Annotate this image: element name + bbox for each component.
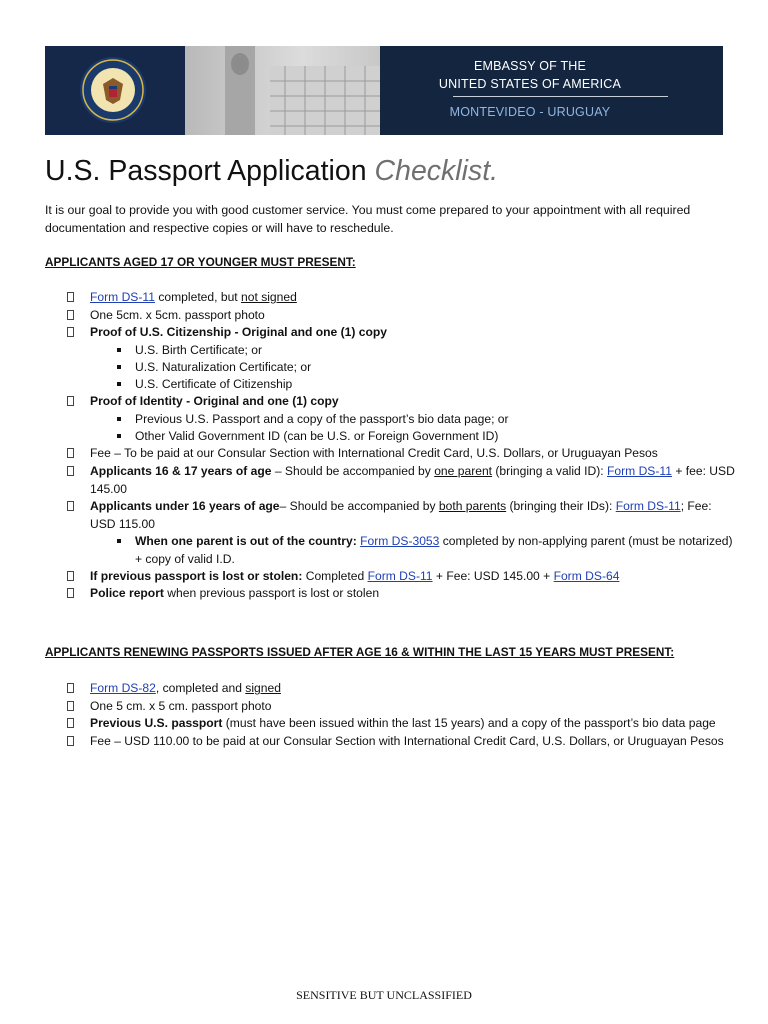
embassy-line-2: UNITED STATES OF AMERICA <box>438 77 622 91</box>
item-underlined: signed <box>245 681 281 695</box>
checkbox-icon <box>67 466 74 476</box>
sub-item <box>45 359 735 376</box>
item-text: + Fee: USD 145.00 + <box>432 568 554 583</box>
section-1-heading: APPLICANTS AGED 17 OR YOUNGER MUST PRESENT: <box>45 255 356 269</box>
form-ds11-link[interactable]: Form DS-11 <box>90 290 155 304</box>
checkbox-icon <box>67 327 74 337</box>
form-ds11-link[interactable]: Form DS-11 <box>615 499 681 514</box>
bullet-square-icon <box>117 417 121 421</box>
embassy-name-block <box>380 46 723 135</box>
form-ds11-link[interactable]: Form DS-11 <box>367 568 433 583</box>
checkbox-icon <box>67 683 74 693</box>
item-text: (bringing their IDs): <box>506 499 616 514</box>
bullet-square-icon <box>117 434 121 438</box>
embassy-line-1: EMBASSY OF THE <box>473 59 587 73</box>
item-underlined: not signed <box>241 290 297 304</box>
item-bold: Previous U.S. passport <box>90 716 223 731</box>
item-text: – Should be accompanied by <box>279 499 439 514</box>
bullet-square-icon <box>117 382 121 386</box>
checkbox-icon <box>67 571 74 581</box>
list-item <box>45 307 735 325</box>
classification-footer: SENSITIVE BUT UNCLASSIFIED <box>296 988 472 1002</box>
form-ds11-link[interactable]: Form DS-11 <box>607 463 672 478</box>
item-text: Proof of U.S. Citizenship - Original and one (1) copy <box>90 325 387 340</box>
sub-item-text: U.S. Birth Certificate; or <box>135 342 263 357</box>
seal-area <box>45 46 185 135</box>
list-item <box>45 498 735 533</box>
sub-item-text: Previous U.S. Passport and a copy of the passport’s bio data page; or <box>135 411 509 426</box>
banner-divider <box>453 96 668 97</box>
list-item <box>45 463 735 498</box>
item-bold: Police report <box>90 586 164 601</box>
section-1-list <box>45 289 735 603</box>
sub-item <box>45 342 735 359</box>
item-bold: If previous passport is lost or stolen: <box>90 568 303 583</box>
item-text: One 5cm. x 5cm. passport photo <box>90 307 265 322</box>
list-item <box>45 568 735 586</box>
item-bold: Applicants under 16 years of age <box>90 499 280 514</box>
item-text: , completed and <box>155 681 246 695</box>
checkbox-icon <box>67 396 74 406</box>
embassy-banner <box>45 46 723 135</box>
list-item <box>45 289 735 307</box>
sub-item <box>45 376 735 393</box>
item-text: Completed <box>302 568 368 583</box>
item-text: Fee – USD 110.00 to be paid at our Consular Section with International Credit Card, U.S. Dollars, or Uruguayan Pesos <box>90 733 724 748</box>
item-text: (must have been issued within the last 15 years) and a copy of the passport’s bio data page <box>222 716 716 731</box>
list-item <box>45 698 735 716</box>
item-underlined: both parents <box>438 499 507 514</box>
bullet-square-icon <box>117 365 121 369</box>
list-item <box>45 680 735 698</box>
item-text: One 5 cm. x 5 cm. passport photo <box>90 698 272 713</box>
title-accent: Checklist. <box>374 155 499 187</box>
form-ds64-link[interactable]: Form DS-64 <box>553 568 620 583</box>
bullet-square-icon <box>117 348 121 352</box>
list-item <box>45 585 735 603</box>
checkbox-icon <box>67 588 74 598</box>
page-title <box>45 155 498 188</box>
form-ds3053-link[interactable]: Form DS-3053 <box>360 534 440 549</box>
item-text: Proof of Identity - Original and one (1) copy <box>90 394 339 409</box>
list-item <box>45 393 735 411</box>
embassy-seal-icon <box>79 56 147 124</box>
section-2-list <box>45 680 735 750</box>
item-text: completed, but <box>154 290 242 304</box>
embassy-building-photo <box>185 46 380 135</box>
sub-item-text: Other Valid Government ID (can be U.S. or Foreign Government ID) <box>135 429 499 444</box>
checkbox-icon <box>67 310 74 320</box>
list-item <box>45 715 735 733</box>
item-text: when previous passport is lost or stolen <box>163 586 380 601</box>
checkbox-icon <box>67 701 74 711</box>
item-underlined: one parent <box>434 463 493 478</box>
item-text: completed by non-applying parent (must be notarized) + copy of valid I.D. <box>135 534 733 566</box>
sub-item <box>45 411 735 428</box>
item-bold: When one parent is out of the country: <box>135 534 361 549</box>
checkbox-icon <box>67 736 74 746</box>
item-text: – Should be accompanied by <box>271 463 435 478</box>
section-2-heading: APPLICANTS RENEWING PASSPORTS ISSUED AFTER AGE 16 & WITHIN THE LAST 15 YEARS MUST PRESENT: <box>45 645 675 659</box>
sub-item-text: U.S. Certificate of Citizenship <box>135 377 293 392</box>
list-item <box>45 733 735 751</box>
checkbox-icon <box>67 292 74 302</box>
sub-item <box>45 428 735 445</box>
item-text: Fee – To be paid at our Consular Section with International Credit Card, U.S. Dollars, or Uruguayan Pesos <box>90 446 658 461</box>
checkbox-icon <box>67 718 74 728</box>
list-item <box>45 445 735 463</box>
sub-item <box>45 533 735 567</box>
item-text: ; Fee: USD 115.00 <box>90 499 712 531</box>
checkbox-icon <box>67 448 74 458</box>
sub-item-text: U.S. Naturalization Certificate; or <box>135 359 312 374</box>
bullet-square-icon <box>117 539 121 543</box>
checkbox-icon <box>67 501 74 511</box>
item-text: (bringing a valid ID): <box>492 463 607 478</box>
item-text: + fee: USD 145.00 <box>90 463 735 496</box>
title-main: U.S. Passport Application <box>45 155 375 187</box>
intro-paragraph: It is our goal to provide you with good customer service. You must come prepared to your appointment with all required documentation and respective copies or will have to reschedule. <box>45 203 691 235</box>
form-ds82-link[interactable]: Form DS-82 <box>90 681 156 695</box>
item-bold: Applicants 16 & 17 years of age <box>90 463 272 478</box>
list-item <box>45 324 735 342</box>
embassy-location: MONTEVIDEO - URUGUAY <box>449 105 611 119</box>
